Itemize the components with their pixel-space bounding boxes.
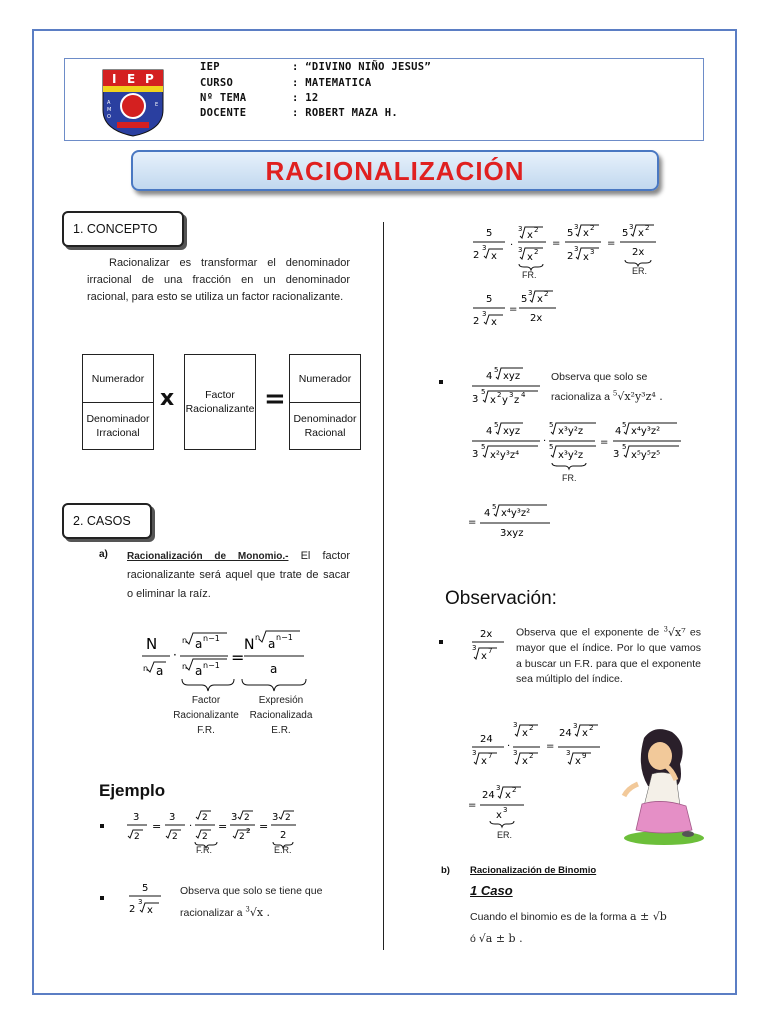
svg-text:a: a	[268, 637, 276, 651]
example-2-note: Observa que solo se tiene que racionalizar a	[180, 885, 323, 919]
svg-text:2: 2	[202, 832, 208, 842]
observation-solution	[470, 720, 610, 770]
svg-text:·: ·	[189, 821, 193, 832]
svg-text:2: 2	[529, 752, 534, 760]
svg-text:7: 7	[488, 752, 493, 760]
svg-text:2: 2	[590, 224, 595, 232]
box2-label: Factor Racionalizante	[185, 389, 255, 415]
svg-text:3: 3	[590, 248, 595, 256]
svg-text:x⁴y³z²: x⁴y³z²	[631, 426, 661, 437]
svg-text:24: 24	[559, 728, 572, 739]
svg-text:·: ·	[510, 240, 514, 251]
svg-text:N: N	[146, 635, 158, 653]
svg-text:5: 5	[494, 421, 499, 429]
svg-text:x³y²z: x³y²z	[558, 450, 584, 461]
times-sign: x	[160, 386, 175, 411]
svg-text:3xyz: 3xyz	[500, 528, 524, 539]
svg-text:n−1: n−1	[203, 661, 220, 670]
bullet-2	[100, 896, 104, 900]
svg-text:3: 3	[574, 245, 579, 253]
section-casos-label: 2. CASOS	[62, 503, 152, 539]
svg-text:=: =	[468, 517, 477, 528]
svg-text:·: ·	[543, 436, 547, 447]
svg-text:5: 5	[622, 443, 627, 451]
svg-text:x²y³z⁴: x²y³z⁴	[490, 450, 520, 461]
svg-text:3: 3	[528, 289, 533, 297]
svg-text:5: 5	[486, 228, 493, 239]
svg-text:z: z	[514, 395, 520, 406]
svg-text:5: 5	[521, 294, 528, 305]
svg-text:x: x	[505, 790, 511, 801]
svg-text:x: x	[575, 756, 581, 767]
bullet-1	[100, 824, 104, 828]
svg-text:5: 5	[481, 443, 486, 451]
svg-text:=: =	[468, 800, 477, 811]
svg-text:5: 5	[622, 228, 629, 239]
svg-text:n: n	[182, 662, 188, 671]
example-2-formula	[125, 878, 165, 918]
example-3-result	[466, 500, 566, 542]
svg-text:3: 3	[513, 749, 518, 757]
svg-text:2: 2	[239, 832, 245, 842]
svg-text:a: a	[195, 637, 203, 651]
svg-text:2: 2	[244, 813, 250, 823]
svg-text:2: 2	[134, 832, 140, 842]
svg-text:2: 2	[589, 724, 594, 732]
svg-text:5: 5	[492, 503, 497, 511]
svg-text:x⁵y⁵z⁵: x⁵y⁵z⁵	[631, 450, 661, 461]
header-value-tema: : 12	[292, 92, 319, 104]
svg-text:3: 3	[138, 898, 143, 906]
svg-text:2x: 2x	[480, 629, 493, 640]
example-3-note-wrapper	[551, 367, 686, 407]
svg-text:3: 3	[566, 749, 571, 757]
case-a-paragraph	[127, 547, 350, 604]
fr-label-1: F.R.	[196, 845, 213, 855]
svg-text:M: M	[107, 107, 112, 113]
svg-text:2: 2	[473, 250, 480, 261]
svg-text:3: 3	[472, 644, 477, 652]
svg-text:3: 3	[169, 812, 176, 823]
svg-text:2: 2	[512, 786, 517, 794]
svg-text:N: N	[244, 637, 255, 653]
svg-text:P: P	[145, 72, 154, 86]
svg-text:9: 9	[582, 752, 587, 760]
svg-text:x: x	[496, 810, 502, 821]
svg-text:x: x	[582, 728, 588, 739]
example-3-note: Observa que solo se racionaliza a	[551, 371, 648, 403]
example-heading: Ejemplo	[99, 781, 166, 800]
svg-text:3: 3	[629, 223, 634, 231]
svg-text:2: 2	[246, 827, 251, 835]
svg-text:n−1: n−1	[276, 633, 293, 642]
fr-caption: Factor Racionalizante F.R.	[173, 695, 239, 736]
svg-text:O: O	[107, 114, 111, 120]
svg-text:2: 2	[645, 224, 650, 232]
svg-text:I: I	[112, 72, 117, 86]
er-label-2: ER.	[632, 266, 648, 276]
svg-text:xyz: xyz	[503, 426, 521, 437]
svg-text:=: =	[152, 820, 162, 833]
observation-result	[466, 780, 536, 830]
svg-text:24: 24	[482, 790, 495, 801]
example-2-solution	[470, 222, 670, 342]
svg-text:5: 5	[142, 883, 149, 894]
svg-text:a: a	[156, 664, 164, 678]
svg-text:2: 2	[529, 724, 534, 732]
box-numerador-denominador	[82, 354, 154, 450]
svg-text:x: x	[583, 252, 589, 263]
svg-text:a: a	[195, 664, 203, 678]
svg-text:3: 3	[472, 749, 477, 757]
svg-text:3: 3	[518, 246, 523, 254]
svg-text:x: x	[522, 756, 528, 767]
svg-text:n: n	[143, 664, 149, 673]
svg-text:2: 2	[534, 226, 539, 234]
column-divider	[383, 222, 384, 950]
svg-text:5: 5	[622, 421, 627, 429]
svg-text:x: x	[638, 228, 644, 239]
svg-text:4: 4	[486, 426, 493, 437]
bullet-4	[439, 640, 443, 644]
svg-text:2: 2	[280, 830, 287, 841]
svg-text:x: x	[147, 905, 153, 916]
binomial-form-1: a ± √b	[629, 910, 667, 923]
girl-illustration	[614, 726, 706, 846]
svg-text:2: 2	[497, 391, 502, 399]
svg-text:x: x	[481, 756, 487, 767]
svg-text:n: n	[182, 636, 188, 645]
svg-text:5: 5	[567, 228, 574, 239]
svg-text:x⁴y³z²: x⁴y³z²	[501, 508, 531, 519]
svg-text:2: 2	[285, 813, 291, 823]
title-banner	[131, 150, 659, 191]
svg-text:x: x	[527, 230, 533, 241]
svg-text:2x: 2x	[632, 247, 645, 258]
svg-text:x: x	[490, 395, 496, 406]
header-value-docente: : ROBERT MAZA H.	[292, 107, 398, 119]
svg-text:3: 3	[482, 244, 487, 252]
binomial-form-2: √a ± b .	[478, 932, 523, 945]
svg-text:n−1: n−1	[203, 634, 220, 643]
svg-text:·: ·	[173, 648, 177, 662]
svg-text:2x: 2x	[530, 313, 543, 324]
svg-text:3: 3	[613, 449, 620, 460]
svg-text:4: 4	[486, 371, 493, 382]
box1-top: Numerador	[91, 372, 145, 385]
svg-text:3: 3	[509, 391, 514, 399]
svg-text:=: =	[607, 238, 616, 249]
svg-text:y: y	[502, 395, 508, 406]
case-1-heading: 1 Caso	[470, 883, 513, 898]
svg-text:xyz: xyz	[503, 371, 521, 382]
case-b-marker: b)	[441, 865, 450, 876]
svg-text:5: 5	[549, 443, 554, 451]
svg-text:7: 7	[488, 647, 493, 655]
svg-text:x: x	[537, 294, 543, 305]
header-key-curso: CURSO	[200, 77, 234, 89]
section-concepto-label: 1. CONCEPTO	[62, 211, 184, 247]
concept-paragraph: Racionalizar es transformar el denominador irracional de una fracción en un denominador racional, para esto se utiliza un factor racionalizante.	[87, 257, 350, 303]
case-a-marker: a)	[99, 549, 108, 560]
svg-text:5: 5	[481, 388, 486, 396]
svg-text:x³y²z: x³y²z	[558, 426, 584, 437]
svg-text:=: =	[218, 820, 228, 833]
school-logo	[97, 66, 169, 138]
header-value-curso: : MATEMATICA	[292, 77, 372, 89]
svg-text:2: 2	[567, 251, 574, 262]
observation-text-1: Observa que el exponente de	[516, 626, 660, 639]
svg-text:E: E	[155, 102, 159, 108]
er-label-3: ER.	[497, 830, 513, 840]
example-3-solution	[470, 418, 690, 484]
er-label-1: E.R.	[274, 845, 292, 855]
svg-text:x: x	[491, 317, 497, 328]
example-2-text	[180, 880, 350, 924]
equals-sign: =	[264, 384, 286, 414]
svg-text:3: 3	[231, 812, 238, 823]
svg-text:x: x	[481, 651, 487, 662]
case-a-title: Racionalización de Monomio.-	[127, 551, 289, 562]
svg-text:2: 2	[202, 813, 208, 823]
svg-text:=: =	[600, 437, 609, 448]
example-3-fraction	[470, 364, 545, 408]
svg-text:3: 3	[482, 310, 487, 318]
case-b-title: Racionalización de Binomio	[470, 865, 597, 876]
header-value-iep: : “DIVINO NIÑO JESUS”	[292, 61, 432, 73]
case-a-text: El factor racionalizante será aquel que trate de sacar o eliminar la raíz.	[127, 550, 350, 600]
svg-text:n: n	[255, 633, 261, 642]
observation-heading: Observación:	[445, 588, 557, 609]
svg-text:2: 2	[172, 832, 178, 842]
svg-text:4: 4	[484, 508, 491, 519]
case-1-text-wrapper	[470, 906, 710, 950]
svg-text:5: 5	[494, 366, 499, 374]
svg-text:E: E	[127, 72, 136, 86]
svg-text:3: 3	[272, 812, 279, 823]
svg-text:=: =	[552, 238, 561, 249]
box-resultado	[289, 354, 361, 450]
box1-bottom: Denominador Irracional	[83, 402, 153, 449]
case-1-text: Cuando el binomio es de la forma	[470, 911, 628, 923]
fr-label-2: FR.	[522, 270, 537, 280]
svg-text:4: 4	[521, 391, 526, 399]
er-caption: Expresión Racionalizada E.R.	[249, 695, 313, 736]
svg-text:5: 5	[486, 294, 493, 305]
svg-text:=: =	[509, 304, 518, 315]
svg-text:=: =	[231, 648, 245, 667]
box3-bottom: Denominador Racional	[290, 402, 360, 449]
cbrt-x7: $^3$√x⁷	[663, 625, 686, 639]
box-factor	[184, 354, 256, 450]
svg-text:24: 24	[480, 734, 493, 745]
cbrt-x: $^3$√x .	[245, 905, 271, 919]
observation-paragraph	[516, 625, 701, 688]
svg-text:x: x	[522, 728, 528, 739]
svg-text:·: ·	[507, 741, 511, 752]
header-key-iep: IEP	[200, 61, 220, 73]
header-key-docente: DOCENTE	[200, 107, 247, 119]
svg-text:x: x	[583, 228, 589, 239]
svg-text:2: 2	[473, 316, 480, 327]
svg-text:5: 5	[549, 421, 554, 429]
svg-text:2: 2	[129, 904, 136, 915]
svg-text:3: 3	[133, 812, 140, 823]
svg-text:3: 3	[496, 784, 501, 792]
svg-text:4: 4	[615, 426, 622, 437]
svg-text:3: 3	[574, 223, 579, 231]
fr-label-3: FR.	[562, 473, 577, 483]
svg-text:x: x	[527, 252, 533, 263]
page-title: RACIONALIZACIÓN	[265, 156, 525, 186]
svg-text:2: 2	[544, 290, 549, 298]
box3-top: Numerador	[298, 372, 352, 385]
svg-text:3: 3	[518, 225, 523, 233]
svg-text:A: A	[107, 100, 111, 106]
observation-text-2: es mayor que el índice. Por lo que vamos a buscar un F.R. para que el exponente sea múltiplo del índice.	[516, 626, 702, 686]
svg-text:3: 3	[503, 806, 508, 814]
svg-text:a: a	[270, 662, 278, 676]
svg-text:x: x	[491, 251, 497, 262]
case-1-or: ó	[470, 933, 476, 945]
svg-text:=: =	[259, 820, 269, 833]
header-key-tema: Nº TEMA	[200, 92, 247, 104]
root-expression: $^5$√x²y³z⁴ .	[612, 389, 663, 403]
observation-fraction	[470, 624, 510, 666]
svg-text:3: 3	[573, 722, 578, 730]
bullet-3	[439, 380, 443, 384]
svg-text:3: 3	[472, 394, 479, 405]
svg-text:3: 3	[513, 721, 518, 729]
svg-text:=: =	[546, 741, 555, 752]
svg-text:3: 3	[472, 449, 479, 460]
svg-text:2: 2	[534, 248, 539, 256]
